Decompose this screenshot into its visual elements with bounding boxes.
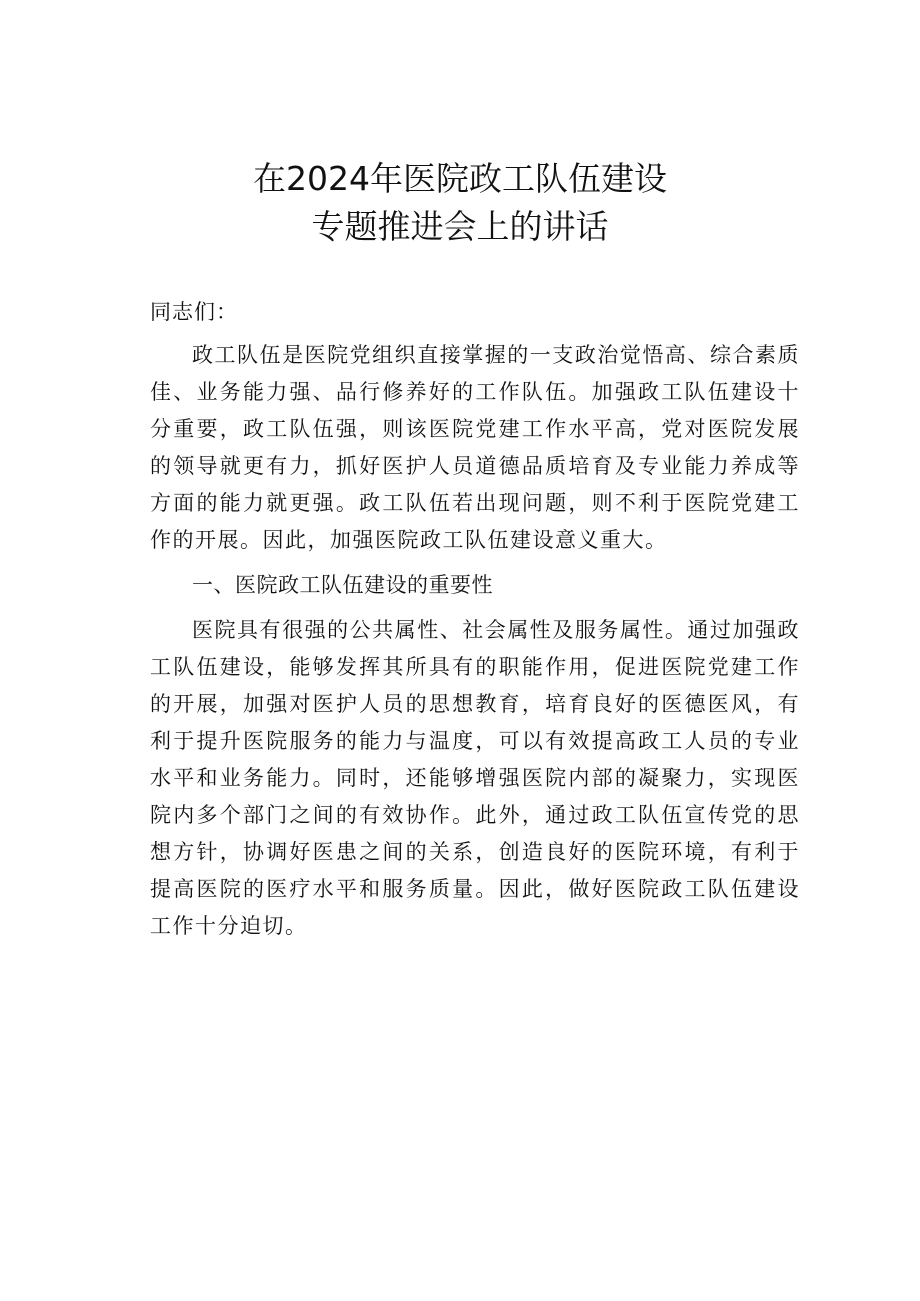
title-line-2: 专题推进会上的讲话 bbox=[311, 207, 609, 246]
section-heading-1: 一、医院政工队伍建设的重要性 bbox=[192, 573, 493, 597]
intro-paragraph: 政工队伍是医院党组织直接掌握的一支政治觉悟高、综合素质佳、业务能力强、品行修养好的工作队伍。加强政工队伍建设十分重要，政工队伍强，则该医院党建工作水平高，党对医院发展的领导就更有力，抓好医护人员道德品质培育及专业能力养成等方面的能力就更强。政工队伍若出现问题，则不利于医院党建工作的开展。因此，加强医院政工队伍建设意义重大。 bbox=[150, 343, 800, 552]
document-title bbox=[0, 155, 920, 251]
title-line-1: 在2024年医院政工队伍建设 bbox=[253, 159, 667, 198]
document-body bbox=[150, 294, 800, 953]
salutation: 同志们： bbox=[150, 300, 238, 324]
section-1-paragraph: 医院具有很强的公共属性、社会属性及服务属性。通过加强政工队伍建设，能够发挥其所具有的职能作用，促进医院党建工作的开展，加强对医护人员的思想教育，培育良好的医德医风，有利于提升医院服务的能力与温度，可以有效提高政工人员的专业水平和业务能力。同时，还能够增强医院内部的凝聚力，实现医院内多个部门之间的有效协作。此外，通过政工队伍宣传党的思想方针，协调好医患之间的关系，创造良好的医院环境，有利于提高医院的医疗水平和服务质量。因此，做好医院政工队伍建设工作十分迫切。 bbox=[150, 618, 800, 938]
